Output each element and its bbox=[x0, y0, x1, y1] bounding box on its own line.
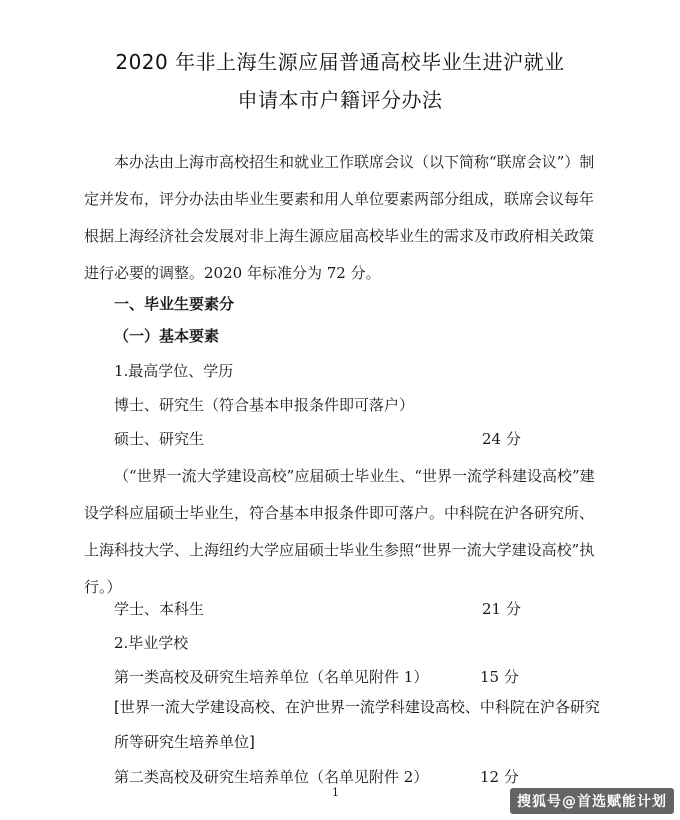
class1-note: [世界一流大学建设高校、在沪世界一流学科建设高校、中科院在沪各研究所等研究生培养单位] bbox=[114, 698, 600, 751]
class1-label: 第一类高校及研究生培养单位（名单见附件 1） bbox=[114, 668, 429, 686]
subsection-heading: （一）基本要素 bbox=[114, 327, 220, 345]
class1-score: 15 分 bbox=[480, 668, 519, 686]
class2-score: 12 分 bbox=[480, 768, 519, 786]
bachelor-score: 21 分 bbox=[482, 600, 521, 618]
source-watermark: 搜狐号@首选赋能计划 bbox=[510, 788, 674, 814]
item2-heading: 2.毕业学校 bbox=[114, 634, 189, 652]
item1-heading: 1.最高学位、学历 bbox=[114, 362, 234, 380]
intro-paragraph: 本办法由上海市高校招生和就业工作联席会议（以下简称“联席会议”）制定并发布，评分办法由毕业生要素和用人单位要素两部分组成，联席会议每年根据上海经济社会发展对非上海生源应届高校毕业生的需求及市政府相关政策进行必要的调整。2020 年标准分为 72 分。 bbox=[84, 153, 595, 282]
master-score: 24 分 bbox=[482, 430, 521, 448]
master-note: （“世界一流大学建设高校”应届硕士毕业生、“世界一流学科建设高校”建设学科应届硕士毕业生，符合基本申报条件即可落户。中科院在沪各研究所、上海科技大学、上海纽约大学应届硕士毕业生参照“世界一流大学建设高校”执行。） bbox=[84, 467, 595, 596]
page-number: 1 bbox=[332, 786, 339, 799]
document-title-line2: 申请本市户籍评分办法 bbox=[237, 88, 443, 112]
section-heading: 一、毕业生要素分 bbox=[114, 295, 235, 313]
class2-label: 第二类高校及研究生培养单位（名单见附件 2） bbox=[114, 768, 429, 786]
document-title-line1: 2020 年非上海生源应届普通高校毕业生进沪就业 bbox=[115, 50, 565, 74]
master-label: 硕士、研究生 bbox=[114, 430, 205, 448]
bachelor-label: 学士、本科生 bbox=[114, 600, 205, 618]
doctor-line: 博士、研究生（符合基本申报条件即可落户） bbox=[114, 396, 415, 414]
